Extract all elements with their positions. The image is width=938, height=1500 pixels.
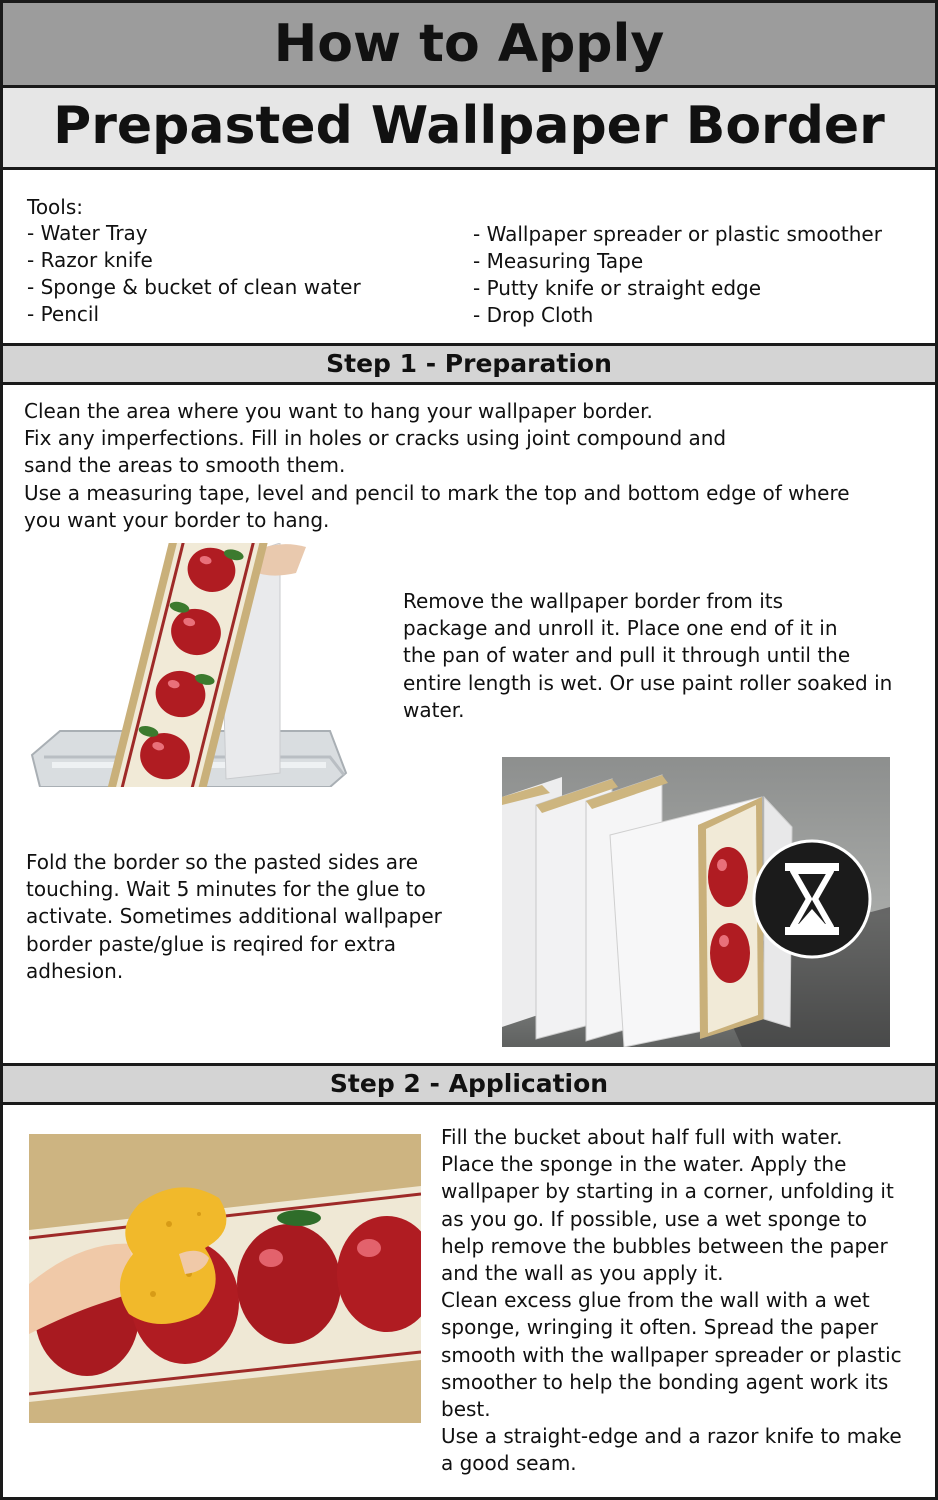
text-line: Remove the wallpaper border from its [403,589,784,613]
apple-icon [710,923,750,983]
tool-item: - Drop Cloth [473,303,594,327]
text-line: Clean the area where you want to hang your wallpaper border. [24,399,653,423]
step1-remove-text [403,588,928,724]
water-tray-photo [30,543,350,787]
text-line: activate. Sometimes additional wallpaper [26,904,442,929]
text-line: help remove the bubbles between the paper [441,1233,888,1258]
title-bar [3,3,935,88]
tool-item: - Putty knife or straight edge [473,276,762,300]
text-line: Use a measuring tape, level and pencil to mark the top and bottom edge of where [24,480,850,505]
text-line: package and unroll it. Place one end of it in [403,616,838,641]
text-line: touching. Wait 5 minutes for the glue to [26,877,426,902]
tool-item: - Water Tray [27,221,148,245]
text-line: smoother to help the bonding agent work its [441,1369,889,1394]
text-line: sponge, wringing it often. Spread the paper [441,1315,878,1340]
tools-section [3,170,935,342]
step2-text [441,1124,931,1478]
tools-list-left [27,220,361,328]
tools-heading: Tools: [27,195,84,219]
text-line: border paste/glue is reqired for extra [26,931,397,956]
page-title: How to Apply [273,14,665,74]
sponge-application-photo [29,1134,421,1423]
text-line: best. [441,1397,491,1422]
text-line: and the wall as you apply it. [441,1261,724,1286]
text-line: wallpaper by starting in a corner, unfolding it [441,1179,894,1204]
step1-fold-text [26,849,486,985]
subtitle-bar [3,88,935,170]
text-line: the pan of water and pull it through until the [403,643,851,668]
folded-border-photo [502,757,890,1047]
tool-item: - Wallpaper spreader or plastic smoother [473,222,882,246]
step2-heading-bar [3,1063,935,1105]
text-line: Fold the border so the pasted sides are [26,850,419,874]
text-line: Use a straight-edge and a razor knife to make [441,1424,902,1449]
tool-item: - Sponge & bucket of clean water [27,275,361,299]
step1-heading-bar [3,343,935,385]
text-line: adhesion. [26,958,124,983]
text-line: sand the areas to smooth them. [24,453,346,478]
tool-item: - Pencil [27,302,100,326]
text-line: entire length is wet. Or use paint roller soaked in [403,670,893,695]
page-subtitle: Prepasted Wallpaper Border [53,96,885,156]
text-line: you want your border to hang. [24,507,330,532]
tools-list-right [473,221,882,329]
step1-heading: Step 1 - Preparation [326,349,612,378]
text-line: as you go. If possible, use a wet sponge to [441,1206,868,1231]
text-line: Fix any imperfections. Fill in holes or cracks using joint compound and [24,426,727,451]
hourglass-icon [754,841,870,957]
text-line: Clean excess glue from the wall with a wet [441,1288,870,1313]
text-line: Place the sponge in the water. Apply the [441,1152,847,1177]
step1-intro-text [24,398,924,534]
step2-heading: Step 2 - Application [329,1069,609,1098]
text-line: a good seam. [441,1451,577,1476]
text-line: smooth with the wallpaper spreader or plastic [441,1342,902,1367]
apple-icon [708,847,748,907]
tool-item: - Razor knife [27,248,153,272]
text-line: water. [403,697,465,722]
text-line: Fill the bucket about half full with water. [441,1125,843,1149]
tool-item: - Measuring Tape [473,249,644,273]
